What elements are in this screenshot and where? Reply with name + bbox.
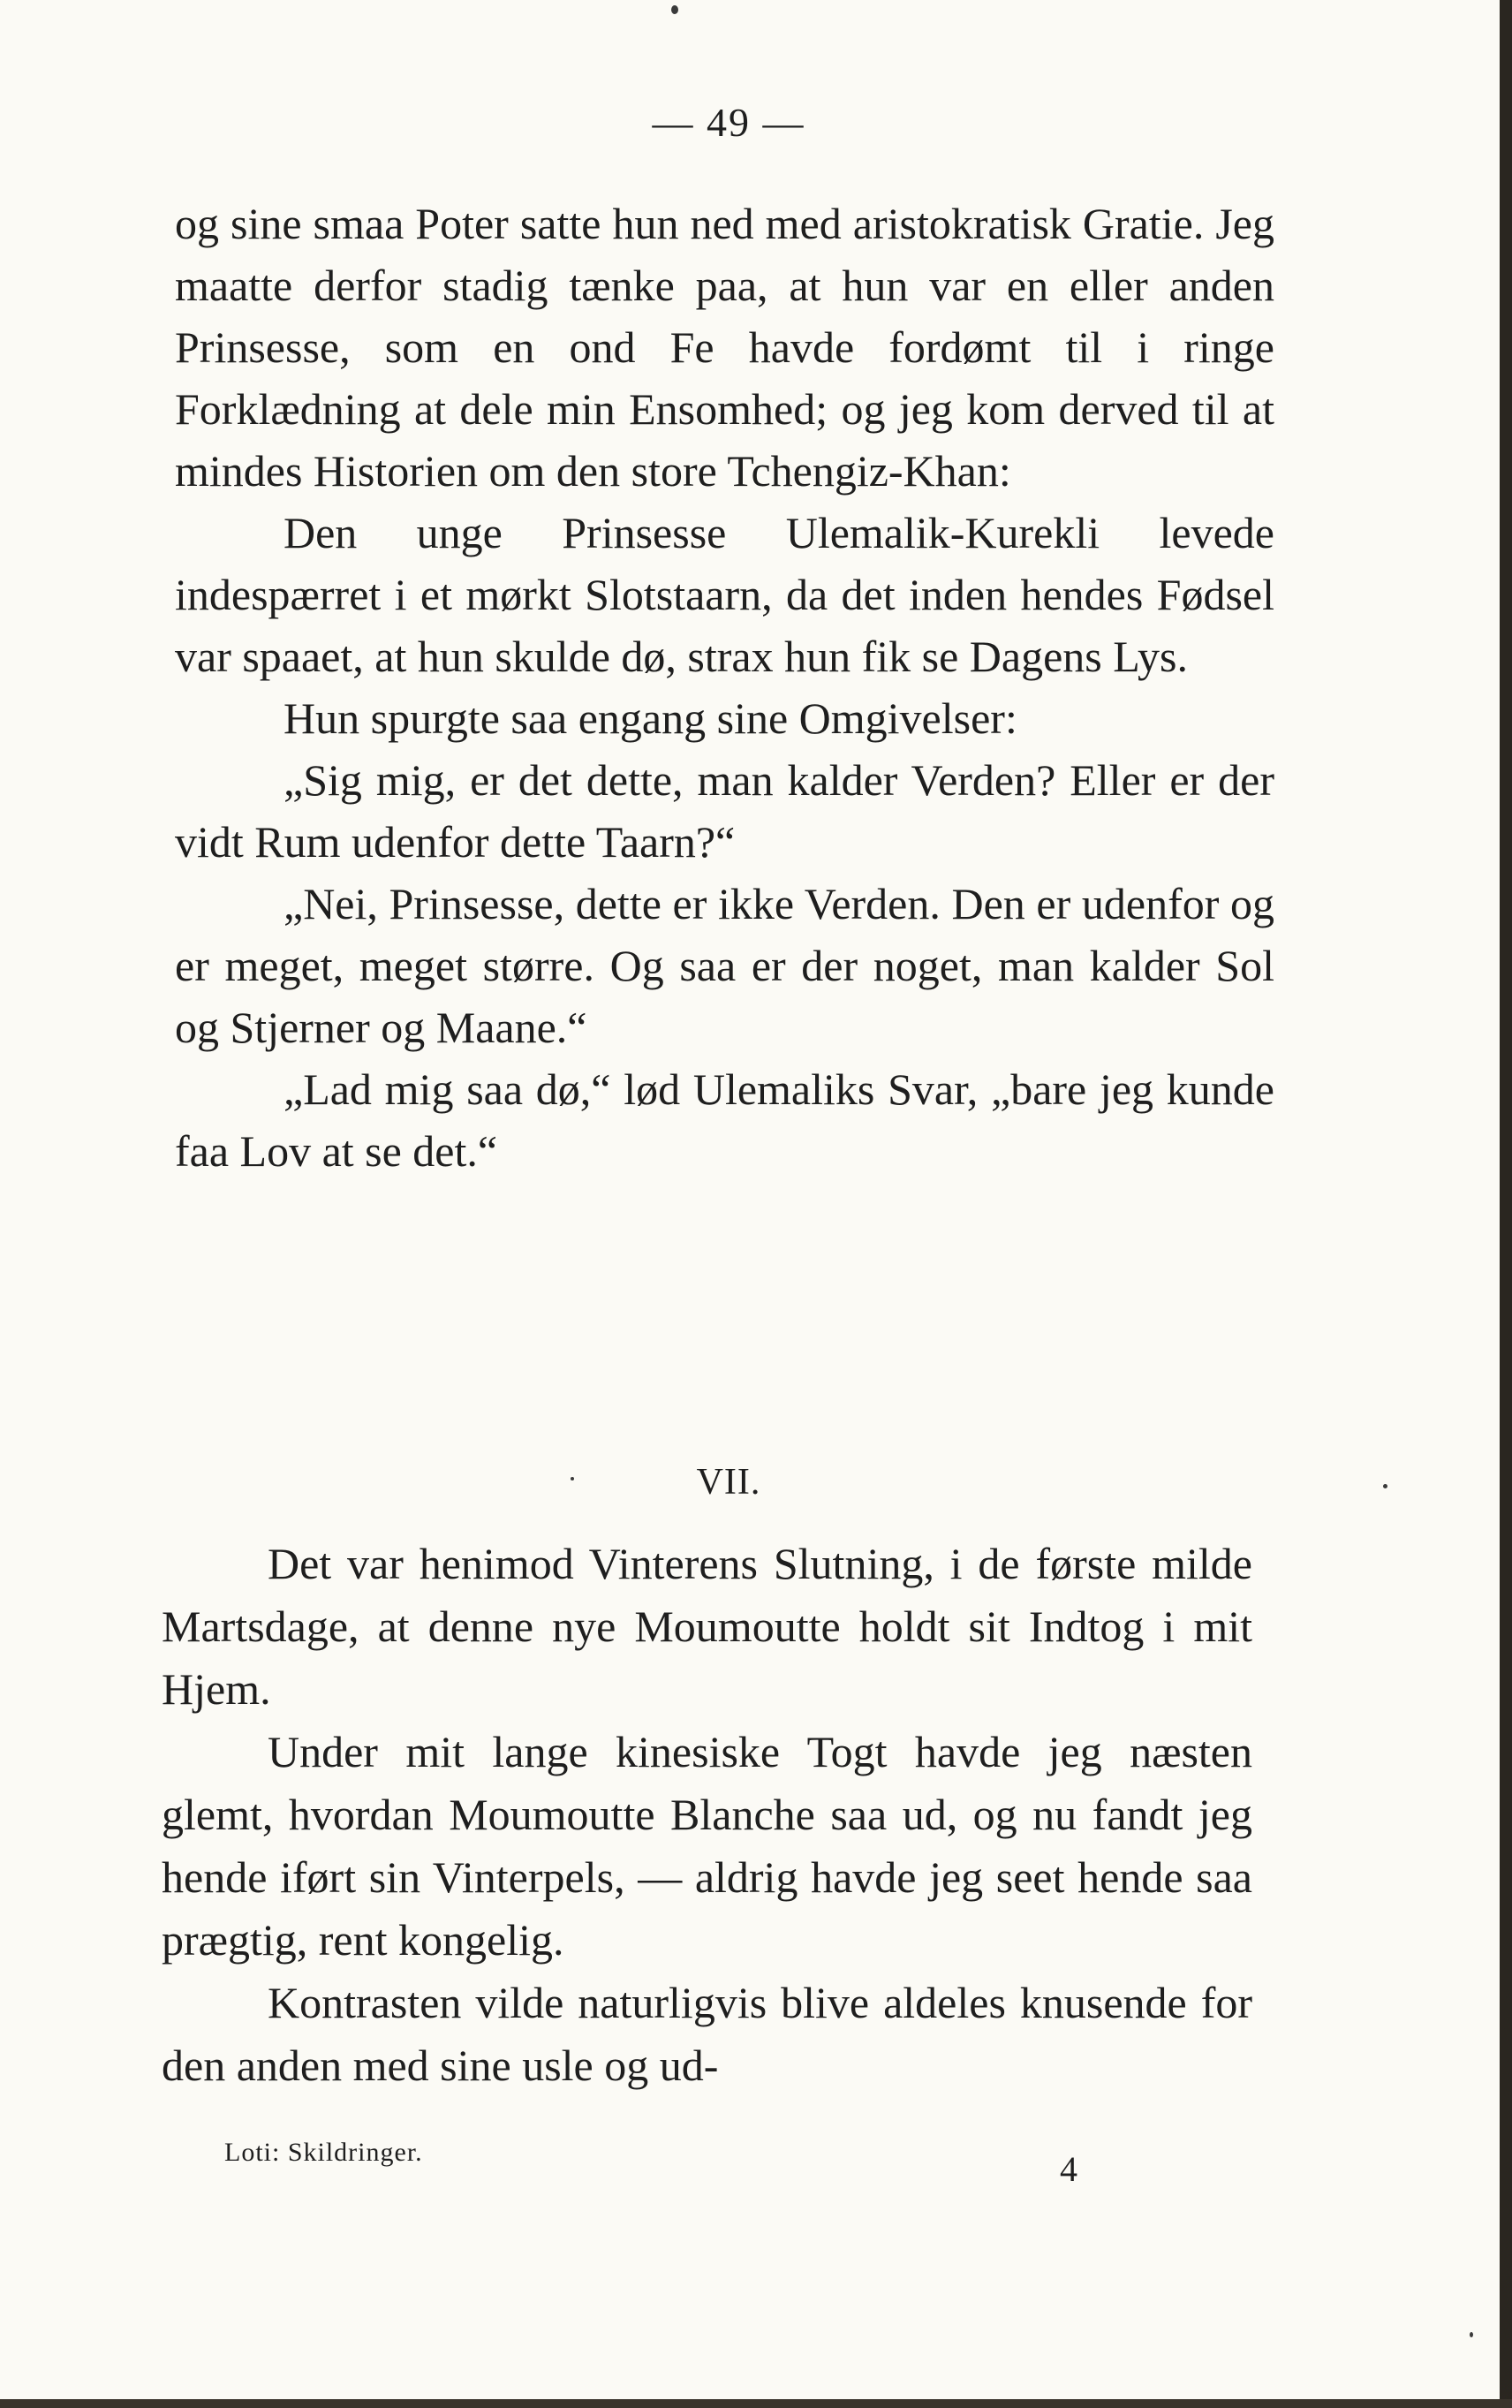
paper-speck	[571, 1477, 574, 1480]
page-number: — 49 —	[652, 100, 805, 145]
paper-speck	[671, 5, 678, 14]
section-two-text	[162, 1533, 1252, 2097]
scan-border-right	[1500, 0, 1512, 2408]
paper-speck	[1383, 1484, 1387, 1488]
printer-signature: Loti: Skildringer.	[224, 2138, 423, 2167]
paragraph: og sine smaa Poter satte hun ned med aristokratisk Gratie. Jeg maatte derfor stadig tænke paa, at hun var en eller anden Prinsesse, som en ond Fe havde fordømt til i ringe Forklædning at dele min Ensomhed; og jeg kom derved til at mindes Historien om den store Tchengiz-Khan:	[175, 199, 1274, 496]
section-one-text	[175, 193, 1274, 1182]
paragraph: Det var henimod Vinterens Slutning, i de første milde Martsdage, at denne nye Moumoutte holdt sit Indtog i mit Hjem.	[162, 1539, 1252, 1714]
chapter-heading: VII.	[696, 1462, 761, 1503]
paragraph: „Lad mig saa dø,“ lød Ulemaliks Svar, „bare jeg kunde faa Lov at se det.“	[175, 1064, 1274, 1176]
paragraph: Hun spurgte saa engang sine Omgivelser:	[284, 693, 1017, 743]
sheet-number: 4	[1060, 2149, 1077, 2189]
paragraph: „Sig mig, er det dette, man kalder Verden? Eller er der vidt Rum udenfor dette Taarn?“	[175, 755, 1274, 867]
paragraph: Kontrasten vilde naturligvis blive aldeles knusende for den anden med sine usle og ud-	[162, 1978, 1252, 2090]
paragraph: Under mit lange kinesiske Togt havde jeg næsten glemt, hvordan Moumoutte Blanche saa ud, og nu fandt jeg hende iført sin Vinterpels, — aldrig havde jeg seet hende saa prægtig, rent kongelig.	[162, 1727, 1252, 1965]
paper-speck	[1470, 2332, 1473, 2337]
paragraph: „Nei, Prinsesse, dette er ikke Verden. Den er udenfor og er meget, meget større. Og saa er der noget, man kalder Sol og Stjerner og Maane.“	[175, 879, 1274, 1052]
paragraph: Den unge Prinsesse Ulemalik-Kurekli levede indespærret i et mørkt Slotstaarn, da det inden hendes Fødsel var spaaet, at hun skulde dø, strax hun fik se Dagens Lys.	[175, 508, 1274, 681]
scan-border-bottom	[0, 2399, 1512, 2408]
